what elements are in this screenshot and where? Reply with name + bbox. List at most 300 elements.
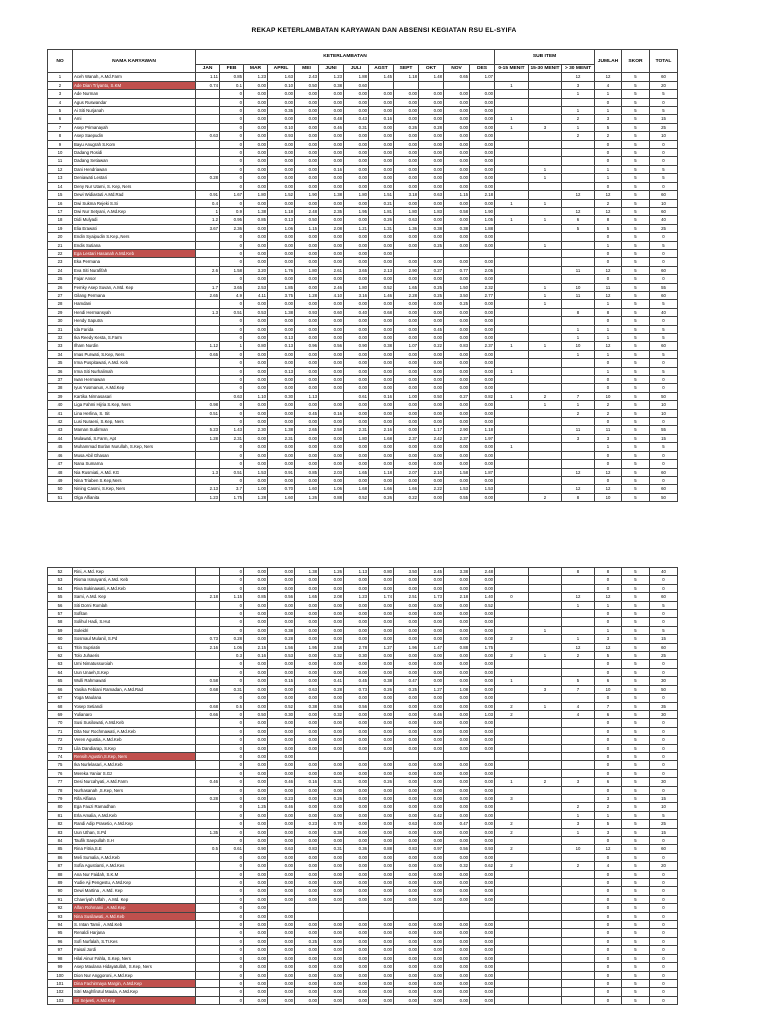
month-cell: 0.50 [419,392,444,400]
month-cell: 0.00 [419,149,444,157]
month-cell: 0.00 [394,460,419,468]
skor-cell: 5 [622,887,650,895]
jumlah-cell: 0 [595,937,622,945]
month-cell: 0.00 [319,870,344,878]
month-cell: 0.00 [344,828,369,836]
month-cell [196,98,220,106]
employee-name: Endin Syaipudin S.Kep.,Ners [73,233,196,241]
jumlah-cell: 0 [595,727,622,735]
subitem-cell [529,418,562,426]
month-cell: 2.13 [369,266,394,274]
subitem-cell [529,845,562,853]
jumlah-cell: 1 [595,300,622,308]
row-number: 81 [48,811,73,819]
employee-name: Deniawati Lestari [73,174,196,182]
month-cell: 0.00 [344,803,369,811]
month-cell: 0.00 [444,384,470,392]
month-cell: 0.00 [244,626,268,634]
month-cell: 0 [220,895,244,903]
subitem-cell [495,837,529,845]
month-cell: 0.00 [419,317,444,325]
month-cell: 0.00 [419,359,444,367]
employee-name: Nana Sumarna [73,460,196,468]
table-row [48,376,678,384]
month-cell: 0.00 [394,946,419,954]
month-cell: 0.00 [470,971,495,979]
month-cell: 0.00 [244,988,268,996]
month-cell: 0.00 [444,626,470,634]
subitem-cell [562,443,595,451]
skor-cell: 5 [622,702,650,710]
month-cell: 0.00 [344,853,369,861]
month-cell: 0.00 [419,233,444,241]
month-cell: 1.85 [268,283,295,291]
month-cell: 0.00 [470,988,495,996]
month-cell: 0.00 [470,308,495,316]
month-cell: 0 [220,879,244,887]
month-cell: 0.00 [344,157,369,165]
employee-name: Ade Dian Triyanto, S.KM [73,81,196,89]
month-cell: 1.15 [220,593,244,601]
subitem-cell [495,979,529,987]
jumlah-cell: 0 [595,954,622,962]
month-cell: 0.00 [319,317,344,325]
total-cell: 0 [650,769,678,777]
skor-cell: 5 [622,275,650,283]
row-number: 83 [48,828,73,836]
month-cell: 1.53 [470,485,495,493]
skor-cell: 5 [622,182,650,190]
month-cell: 0.00 [394,786,419,794]
month-cell: 0.00 [470,275,495,283]
month-cell: 0 [220,601,244,609]
month-cell: 0.00 [244,786,268,794]
month-cell: 0.00 [444,837,470,845]
total-cell: 0 [650,727,678,735]
month-cell: 0.00 [244,921,268,929]
total-cell: 30 [650,710,678,718]
row-number: 73 [48,744,73,752]
subitem-cell [562,904,595,912]
subitem-cell [562,895,595,903]
month-cell: 0.16 [319,409,344,417]
month-cell: 0.68 [196,702,220,710]
month-cell: 0.00 [295,727,319,735]
month-cell: 0.00 [470,576,495,584]
month-cell: 0.16 [295,778,319,786]
total-cell: 25 [650,123,678,131]
subitem-cell: 1 [529,342,562,350]
subitem-cell: 2 [562,409,595,417]
subitem-cell: 3 [495,794,529,802]
month-cell: 0.00 [344,107,369,115]
month-cell [196,317,220,325]
jumlah-cell: 0 [595,887,622,895]
month-cell: 0.00 [394,719,419,727]
employee-name: Alfan Rohmanii , A.Md.Kep [73,904,196,912]
month-cell: 0.00 [369,132,394,140]
month-cell: 0 [220,359,244,367]
month-cell: 3.75 [268,291,295,299]
table-row [48,803,678,811]
month-cell: 0.00 [268,988,295,996]
month-cell: 1.31 [369,224,394,232]
month-cell: 0.00 [470,820,495,828]
month-cell: 0.00 [268,727,295,735]
skor-cell: 5 [622,996,650,1004]
subitem-cell [529,710,562,718]
jumlah-cell: 0 [595,988,622,996]
month-cell: 1.48 [419,73,444,81]
subitem-cell: 10 [562,283,595,291]
month-cell: 0.00 [394,157,419,165]
employee-name: Sri Sejweti, A.Md.Kep [73,996,196,1004]
jumlah-cell: 6 [595,677,622,685]
month-cell: 0.00 [470,359,495,367]
month-cell: 0.00 [295,660,319,668]
month-cell: 0 [220,853,244,861]
month-cell: 0 [220,786,244,794]
month-cell: 0 [220,752,244,760]
skor-cell: 5 [622,820,650,828]
subitem-cell [562,946,595,954]
month-cell: 0.00 [444,828,470,836]
month-cell: 0.00 [419,132,444,140]
skor-cell: 5 [622,317,650,325]
month-cell [196,963,220,971]
jumlah-cell: 12 [595,342,622,350]
skor-cell: 5 [622,308,650,316]
month-cell: 0.00 [394,744,419,752]
month-cell: 0.00 [295,921,319,929]
month-cell: 0.00 [319,853,344,861]
month-cell: 0.00 [470,837,495,845]
row-number: 43 [48,426,73,434]
subitem-cell [529,996,562,1004]
month-cell: 0.00 [295,149,319,157]
jumlah-cell: 5 [595,652,622,660]
subitem-cell [529,921,562,929]
total-cell: 50 [650,493,678,501]
month-cell: 0.00 [319,719,344,727]
month-cell: 2.37 [444,434,470,442]
month-cell: 0.38 [369,342,394,350]
subitem-cell: 0 [495,593,529,601]
subitem-cell: 1 [529,241,562,249]
month-cell: 1 [220,342,244,350]
month-cell: 0.00 [444,418,470,426]
month-cell: 0.85 [244,593,268,601]
total-cell: 0 [650,988,678,996]
month-cell: 0 [220,233,244,241]
month-cell [196,443,220,451]
month-cell: 0.00 [268,937,295,945]
month-cell: 0.00 [344,811,369,819]
header-sub: > 30 MENIT [562,65,595,73]
row-number: 41 [48,409,73,417]
month-cell: 0.4 [196,199,220,207]
skor-cell: 5 [622,954,650,962]
subitem-cell [495,988,529,996]
employee-name: Irma Puspitawati, A.Md. Keb [73,359,196,367]
month-cell: 0.00 [419,668,444,676]
month-cell [196,115,220,123]
total-cell: 0 [650,744,678,752]
month-cell: 0.00 [470,668,495,676]
month-cell [196,853,220,861]
month-cell: 1.28 [196,434,220,442]
month-cell: 0.00 [470,828,495,836]
month-cell: 0.00 [369,971,394,979]
subitem-cell: 1 [495,677,529,685]
total-cell: 15 [650,635,678,643]
month-cell: 0.00 [444,132,470,140]
month-cell [196,895,220,903]
employee-name: Ida Farida [73,325,196,333]
subitem-cell [495,643,529,651]
employee-name: Lina Herlina, S. Sit [73,409,196,417]
month-cell: 0.00 [319,694,344,702]
month-cell: 0.00 [419,367,444,375]
subitem-cell [495,769,529,777]
month-cell: 0.00 [369,963,394,971]
skor-cell: 5 [622,476,650,484]
month-cell [394,81,419,89]
table-row [48,719,678,727]
month-cell: 0.16 [369,392,394,400]
month-cell: 0.00 [295,719,319,727]
month-cell [196,668,220,676]
month-cell: 0.00 [419,677,444,685]
month-cell: 0.00 [369,820,394,828]
month-cell: 0.16 [319,165,344,173]
subitem-cell [495,929,529,937]
table-row [48,476,678,484]
month-cell [394,904,419,912]
month-cell: 0.00 [394,115,419,123]
row-number: 42 [48,418,73,426]
month-cell: 0.00 [369,123,394,131]
month-cell: 0.00 [244,376,268,384]
month-cell: 0.00 [444,601,470,609]
month-cell: 0.00 [369,996,394,1004]
month-cell: 0.00 [419,660,444,668]
skor-cell: 5 [622,249,650,257]
row-number: 36 [48,367,73,375]
month-cell: 0.26 [319,794,344,802]
month-cell: 0.52 [369,283,394,291]
subitem-cell [529,376,562,384]
month-cell: 0.00 [444,610,470,618]
month-cell: 0 [220,174,244,182]
month-cell: 0.00 [369,350,394,358]
month-cell [196,870,220,878]
subitem-cell [562,451,595,459]
month-cell: 0.00 [344,862,369,870]
jumlah-cell: 0 [595,451,622,459]
month-cell: 0.00 [470,954,495,962]
month-cell: 0.00 [419,275,444,283]
subitem-cell [495,761,529,769]
employee-name: Dadang Rosidi [73,149,196,157]
skor-cell: 5 [622,149,650,157]
month-cell: 0.00 [268,98,295,106]
subitem-cell: 2 [562,132,595,140]
subitem-cell [562,971,595,979]
month-cell: 0 [220,165,244,173]
subitem-cell [562,769,595,777]
employee-name: Muhammad Borlan Nurullah, S.Kep, Ners [73,443,196,451]
subitem-cell: 2 [529,778,562,786]
month-cell: 0.00 [244,912,268,920]
month-cell: 0.00 [344,98,369,106]
month-cell: 2.31 [344,426,369,434]
subitem-cell [495,317,529,325]
subitem-cell [529,115,562,123]
skor-cell: 5 [622,752,650,760]
jumlah-cell: 0 [595,786,622,794]
month-cell: 0 [220,870,244,878]
subitem-cell [495,409,529,417]
month-cell [196,879,220,887]
month-cell: 0.00 [419,308,444,316]
subitem-cell [495,610,529,618]
month-cell: 0.00 [244,963,268,971]
jumlah-cell: 3 [595,635,622,643]
total-cell: 0 [650,946,678,954]
month-cell: 0.26 [369,493,394,501]
month-cell: 1.23 [344,593,369,601]
row-number: 15 [48,191,73,199]
month-cell [369,752,394,760]
month-cell: 0.00 [419,862,444,870]
month-cell: 0.00 [319,132,344,140]
month-cell: 0.00 [295,376,319,384]
table-row [48,820,678,828]
total-cell: 0 [650,140,678,148]
subitem-cell [529,98,562,106]
month-cell: 0.00 [268,870,295,878]
month-cell: 0.00 [344,359,369,367]
month-cell: 0.00 [369,887,394,895]
month-cell: 2.10 [419,468,444,476]
employee-name: Solihul Hadi, S.Hut [73,618,196,626]
month-cell: 0.53 [268,652,295,660]
subitem-cell [562,853,595,861]
month-cell: 0.00 [268,418,295,426]
month-cell: 0.00 [244,157,268,165]
month-cell: 0 [220,132,244,140]
table-row [48,996,678,1004]
month-cell: 0.00 [344,300,369,308]
month-cell: 0.00 [244,769,268,777]
jumlah-cell: 1 [595,174,622,182]
table-row [48,971,678,979]
subitem-cell: 1 [562,325,595,333]
month-cell: 2.18 [196,593,220,601]
month-cell: 0.93 [268,132,295,140]
month-cell [196,460,220,468]
month-cell: 1.13 [344,568,369,576]
month-cell [196,182,220,190]
month-cell: 2.16 [369,426,394,434]
month-cell: 0.00 [444,476,470,484]
skor-cell: 5 [622,794,650,802]
month-cell: 0.55 [444,493,470,501]
month-cell [196,584,220,592]
total-cell: 10 [650,803,678,811]
subitem-cell: 2 [495,652,529,660]
month-cell: 0.00 [268,954,295,962]
month-cell: 0.00 [319,761,344,769]
employee-name: Hendi Hermansyah [73,308,196,316]
subitem-cell: 3 [562,820,595,828]
employee-name: Ega Fauzi Ramadhan [73,803,196,811]
month-cell: 0.00 [268,149,295,157]
skor-cell: 5 [622,921,650,929]
month-cell: 0.00 [244,384,268,392]
month-cell: 0.00 [319,249,344,257]
table-row [48,946,678,954]
month-cell: 0.00 [244,568,268,576]
month-cell: 0.62 [470,862,495,870]
month-cell: 0 [220,626,244,634]
skor-cell: 5 [622,769,650,777]
month-cell: 0.00 [419,115,444,123]
month-cell [319,904,344,912]
month-cell: 0.00 [444,174,470,182]
total-cell: 0 [650,879,678,887]
month-cell: 0.00 [244,668,268,676]
month-cell: 0 [220,418,244,426]
month-cell: 0.00 [394,174,419,182]
month-cell: 0.00 [295,870,319,878]
month-cell: 0.00 [344,744,369,752]
month-cell: 0.00 [295,384,319,392]
subitem-cell [562,174,595,182]
skor-cell: 5 [622,426,650,434]
table-row [48,434,678,442]
employee-name: Yoga Maulana [73,694,196,702]
month-cell: 0.77 [444,266,470,274]
month-cell: 0 [220,140,244,148]
subitem-cell [529,668,562,676]
month-cell: 0.00 [295,367,319,375]
month-cell: 0.00 [268,769,295,777]
month-cell: 0.00 [444,870,470,878]
month-cell: 2.15 [244,643,268,651]
employee-name: Dewi Widiastuti A.Md.Rad [73,191,196,199]
month-cell: 1.80 [244,191,268,199]
jumlah-cell: 1 [595,443,622,451]
month-cell: 0.63 [268,845,295,853]
subitem-cell [495,174,529,182]
month-cell: 0.00 [319,895,344,903]
month-cell: 0.00 [444,677,470,685]
month-cell: 0.00 [470,702,495,710]
month-cell: 0.00 [244,946,268,954]
month-cell: 0.00 [470,719,495,727]
month-cell: 0.00 [394,149,419,157]
month-cell: 0.00 [470,694,495,702]
month-cell [196,568,220,576]
subitem-cell: 11 [562,291,595,299]
month-cell: 0.00 [470,727,495,735]
subitem-cell [529,325,562,333]
month-cell [196,300,220,308]
month-cell: 0.00 [268,115,295,123]
month-cell: 0.00 [444,140,470,148]
